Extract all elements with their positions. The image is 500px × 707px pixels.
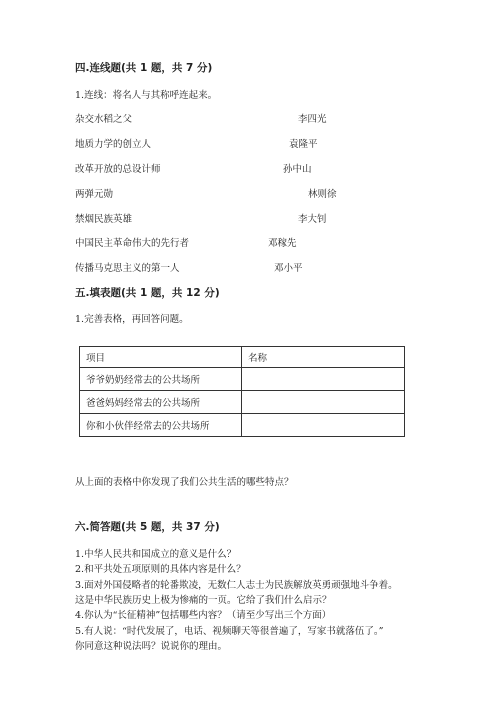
answer-cell[interactable] [242, 368, 405, 391]
match-left-item: 两弹元勋 [75, 189, 114, 200]
match-right-item: 李大钊 [298, 214, 327, 225]
question-line: 5.有人说：“时代发展了，电话、视频聊天等很普遍了，写家书就落伍了。” [75, 626, 384, 637]
match-left-item: 传播马克思主义的第一人 [75, 263, 180, 274]
table-header-row [80, 347, 405, 368]
match-left-item: 改革开放的总设计师 [75, 164, 161, 175]
question-line: 2.和平共处五项原则的具体内容是什么？ [75, 564, 246, 575]
match-left-item: 杂交水稻之父 [75, 114, 133, 125]
table-header-cell: 名称 [242, 347, 405, 368]
question-line: 3.面对外国侵略者的轮番欺凌，无数仁人志士为民族解放英勇顽强地斗争着。 [75, 580, 398, 591]
table-row [80, 414, 405, 437]
fill-in-table [79, 346, 405, 437]
table-row [80, 391, 405, 414]
match-right-item: 林则徐 [308, 189, 337, 200]
section-6-title: 六.简答题(共 5 题，共 37 分) [75, 521, 220, 533]
answer-cell[interactable] [242, 391, 405, 414]
section-5-title: 五.填表题(共 1 题，共 12 分) [75, 287, 220, 299]
match-right-item: 袁隆平 [289, 139, 318, 150]
table-header-cell: 项目 [80, 347, 242, 368]
match-left-item: 禁烟民族英雄 [75, 214, 133, 225]
section-4-title: 四.连线题(共 1 题，共 7 分) [75, 62, 213, 74]
match-right-item: 邓小平 [274, 263, 303, 274]
section-5-followup: 从上面的表格中你发现了我们公共生活的哪些特点？ [75, 477, 294, 488]
question-line: 4.你认为“长征精神”包括哪些内容？（请至少写出三个方面） [75, 610, 332, 621]
table-row-label: 你和小伙伴经常去的公共场所 [80, 414, 242, 437]
answer-cell[interactable] [242, 414, 405, 437]
match-right-item: 李四光 [298, 114, 327, 125]
match-right-item: 邓稼先 [268, 238, 297, 249]
section-5-question: 1.完善表格，再回答问题。 [75, 314, 189, 325]
match-left-item: 地质力学的创立人 [75, 139, 152, 150]
match-right-item: 孙中山 [283, 164, 312, 175]
section-4-question: 1.连线：将名人与其称呼连起来。 [75, 90, 218, 101]
question-line: 1.中华人民共和国成立的意义是什么？ [75, 549, 237, 560]
question-line: 你同意这种说法吗？说说你的理由。 [75, 641, 228, 652]
table-row [80, 368, 405, 391]
question-line: 这是中华民族历史上极为惨痛的一页。它给了我们什么启示？ [75, 595, 332, 606]
table-row-label: 爷爷奶奶经常去的公共场所 [80, 368, 242, 391]
match-left-item: 中国民主革命伟大的先行者 [75, 238, 190, 249]
table-row-label: 爸爸妈妈经常去的公共场所 [80, 391, 242, 414]
